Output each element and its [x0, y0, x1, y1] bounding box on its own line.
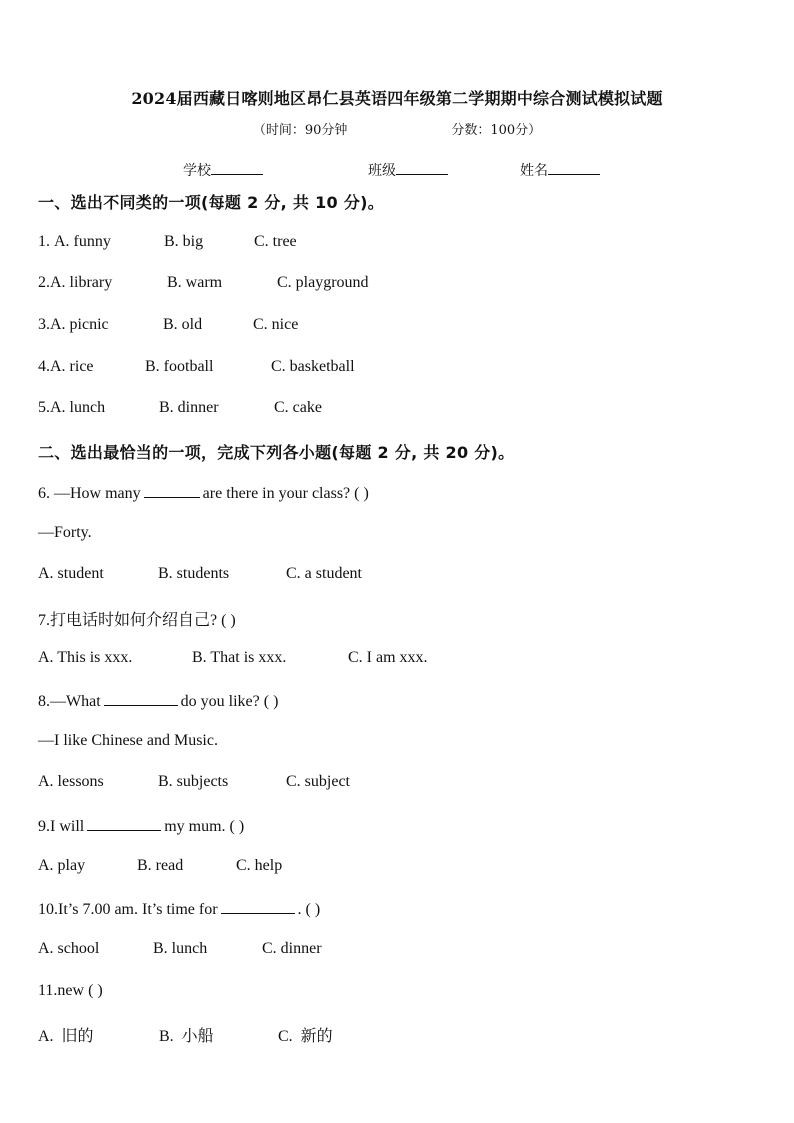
question-5: 5.A. lunch B. dinner C. cake	[38, 399, 322, 416]
question-9: 9.I will my mum. ( )	[38, 815, 244, 836]
answer-blank[interactable]	[87, 815, 161, 831]
option-b: B. big	[164, 233, 204, 250]
answer-blank[interactable]	[144, 482, 200, 498]
exam-subtitle	[0, 119, 794, 138]
option-b: B. subjects	[158, 773, 229, 790]
question-8-options	[38, 773, 350, 791]
option-b: B. students	[158, 565, 230, 582]
section-2-heading: 二、选出最恰当的一项，完成下列各小题(每题 2 分, 共 20 分)。	[38, 443, 515, 462]
option-a: A. rice	[50, 358, 94, 375]
question-1: 1. A. funny B. big C. tree	[38, 233, 297, 250]
school-blank[interactable]	[211, 160, 263, 175]
option-b: B. That is xxx.	[192, 649, 287, 666]
question-4: 4.A. rice B. football C. basketball	[38, 358, 355, 375]
option-b: B. 小船	[159, 1028, 214, 1045]
answer-blank[interactable]	[104, 690, 178, 706]
option-c: C. subject	[286, 773, 350, 790]
option-c: C. cake	[274, 399, 322, 416]
school-field: 学校	[183, 160, 263, 180]
option-b: B. lunch	[153, 940, 208, 957]
exam-title: 2024届西藏日喀则地区昂仁县英语四年级第二学期期中综合测试模拟试题	[131, 89, 663, 108]
option-b: B. warm	[167, 274, 223, 291]
option-a: A. funny	[54, 233, 111, 250]
option-c: C. tree	[254, 233, 297, 250]
name-field: 姓名	[520, 160, 600, 180]
time-limit: （时间：90分钟	[252, 123, 348, 138]
question-11: 11.new ( )	[38, 982, 103, 999]
option-a: A. library	[50, 274, 113, 291]
question-7-options	[38, 649, 428, 667]
option-a: A. picnic	[50, 316, 109, 333]
question-8-reply: —I like Chinese and Music.	[38, 732, 218, 749]
question-6-reply: —Forty.	[38, 524, 92, 541]
question-11-options	[38, 1023, 333, 1046]
option-a: A. This is xxx.	[38, 649, 133, 666]
option-c: C. 新的	[278, 1028, 333, 1045]
class-field: 班级	[368, 160, 448, 180]
option-b: B. old	[163, 316, 203, 333]
class-blank[interactable]	[396, 160, 448, 175]
option-a: A. school	[38, 940, 100, 957]
question-10: 10.It’s 7.00 am. It’s time for . ( )	[38, 898, 320, 919]
question-8: 8.—What do you like? ( )	[38, 690, 278, 711]
option-c: C. nice	[253, 316, 299, 333]
option-c: C. playground	[277, 274, 369, 291]
question-3: 3.A. picnic B. old C. nice	[38, 316, 299, 333]
option-b: B. read	[137, 857, 184, 874]
question-9-options	[38, 857, 282, 875]
question-6-options	[38, 565, 362, 583]
option-b: B. dinner	[159, 399, 219, 416]
question-6: 6. —How many are there in your class? ( )	[38, 482, 369, 503]
option-a: A. lessons	[38, 773, 104, 790]
option-c: C. I am xxx.	[348, 649, 428, 666]
question-10-options	[38, 940, 322, 958]
total-score: 分数：100分）	[451, 123, 542, 138]
question-7: 7.打电话时如何介绍自己? ( )	[38, 612, 236, 629]
option-a: A. 旧的	[38, 1028, 94, 1045]
option-a: A. play	[38, 857, 86, 874]
option-c: C. a student	[286, 565, 362, 582]
name-blank[interactable]	[548, 160, 600, 175]
option-c: C. basketball	[271, 358, 355, 375]
option-c: C. dinner	[262, 940, 322, 957]
option-c: C. help	[236, 857, 283, 874]
answer-blank[interactable]	[221, 898, 295, 914]
section-1-heading: 一、选出不同类的一项(每题 2 分, 共 10 分)。	[38, 193, 385, 212]
question-2: 2.A. library B. warm C. playground	[38, 274, 369, 291]
option-a: A. lunch	[50, 399, 106, 416]
option-b: B. football	[145, 358, 214, 375]
option-a: A. student	[38, 565, 104, 582]
